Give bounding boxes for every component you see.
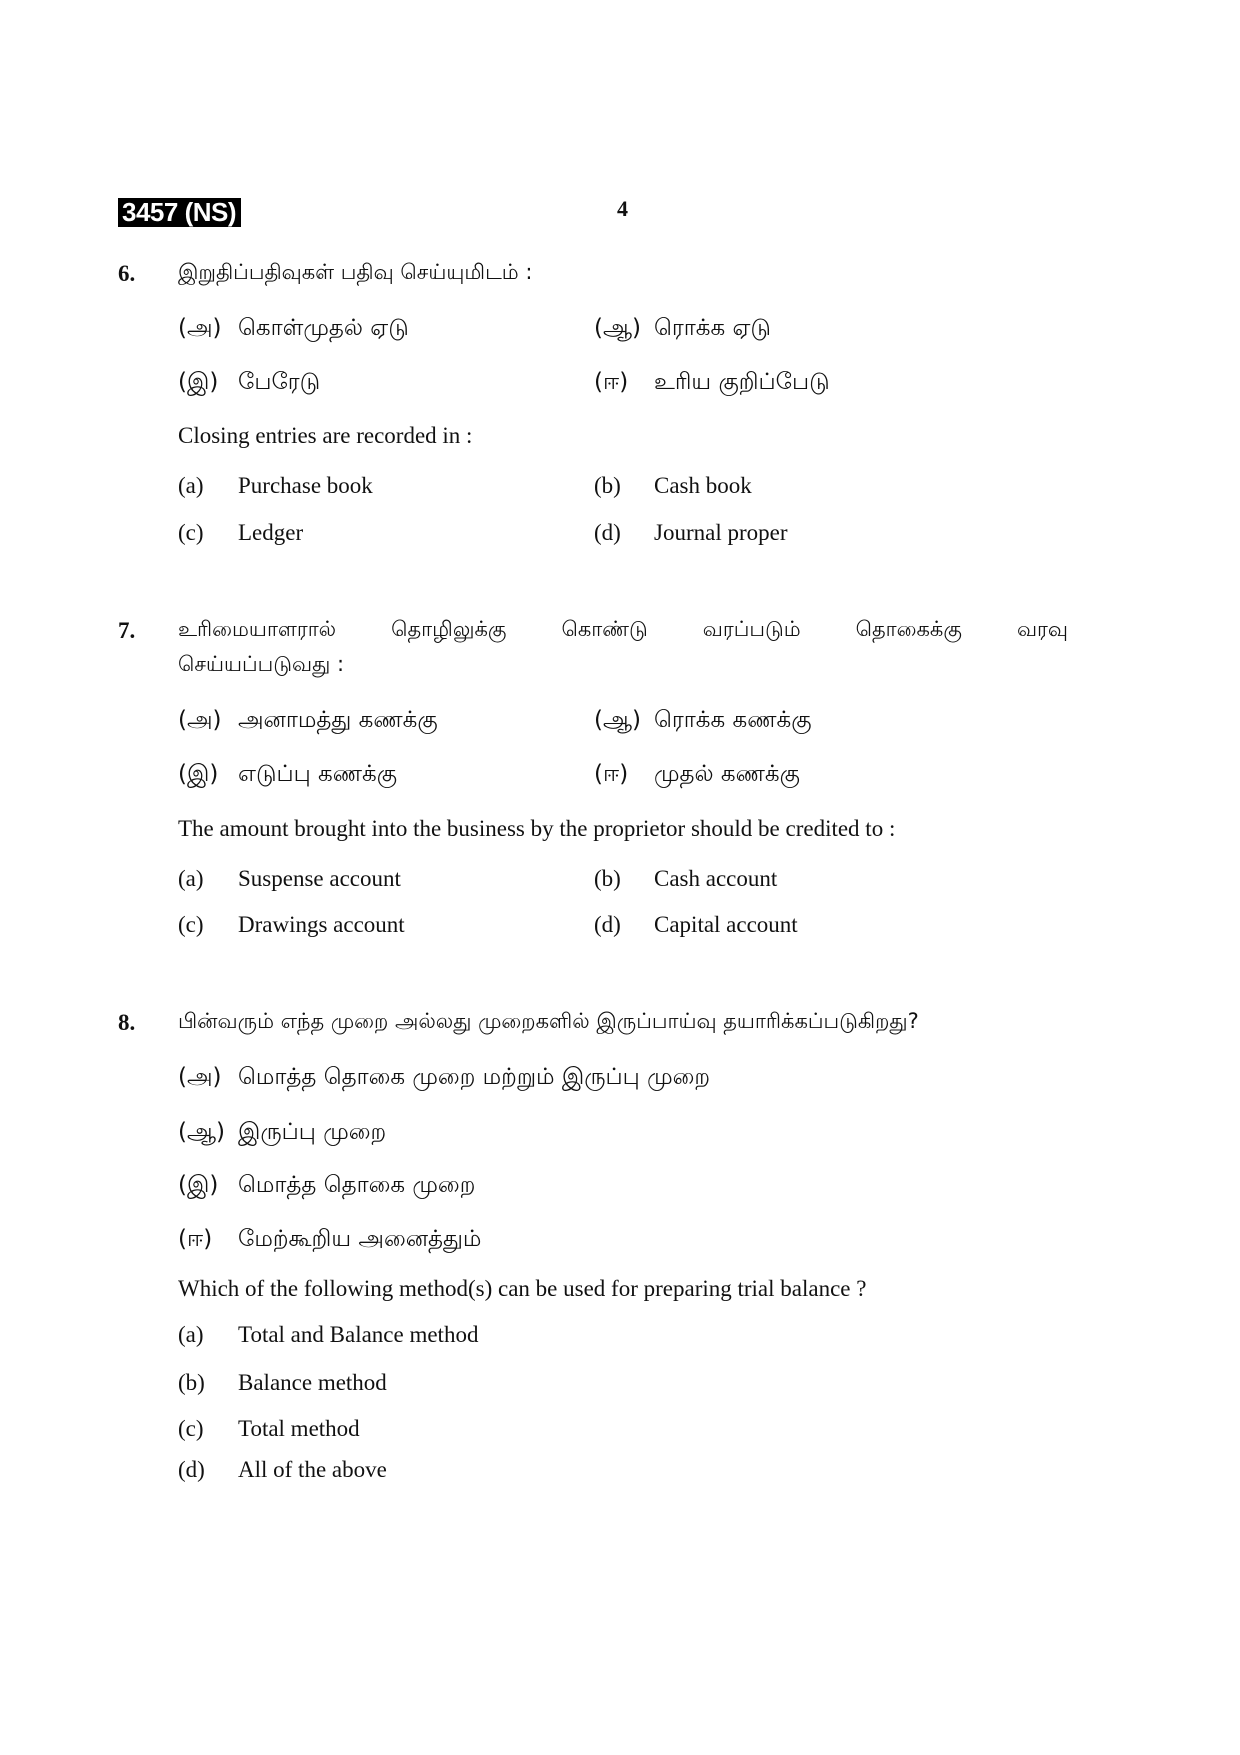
option-label: (b) xyxy=(178,1370,205,1395)
question-text-english: Which of the following method(s) can be used for preparing trial balance ? xyxy=(178,1276,867,1301)
option-text: Purchase book xyxy=(238,473,373,498)
option-label: (அ) xyxy=(178,1064,222,1090)
option-text: Cash book xyxy=(654,473,752,498)
option-label: (a) xyxy=(178,473,204,498)
option-label: (இ) xyxy=(178,1172,219,1198)
option-label: (c) xyxy=(178,520,204,545)
option-label: (இ) xyxy=(178,369,219,395)
question-text-tamil: பின்வரும் எந்த முறை அல்லது முறைகளில் இருப்பாய்வு தயாரிக்கப்படுகிறது? xyxy=(178,1009,919,1033)
option-text: Balance method xyxy=(238,1370,387,1395)
option-text: கொள்முதல் ஏடு xyxy=(238,315,409,341)
option-text: அனாமத்து கணக்கு xyxy=(238,707,438,733)
option-label: (b) xyxy=(594,473,621,498)
option-label: (இ) xyxy=(178,761,219,787)
option-text: Total and Balance method xyxy=(238,1322,479,1347)
option-text: Suspense account xyxy=(238,866,401,891)
option-label: (அ) xyxy=(178,315,222,341)
option-text: மொத்த தொகை முறை மற்றும் இருப்பு முறை xyxy=(238,1064,711,1090)
question-text-tamil: இறுதிப்பதிவுகள் பதிவு செய்யுமிடம் : xyxy=(178,260,533,284)
option-text: Cash account xyxy=(654,866,778,891)
option-text: Ledger xyxy=(238,520,304,545)
option-text: முதல் கணக்கு xyxy=(654,761,800,787)
option-label: (a) xyxy=(178,1322,204,1347)
option-text: மொத்த தொகை முறை xyxy=(238,1172,476,1198)
question-number: 8. xyxy=(118,1010,136,1035)
question-text-tamil-line1: உரிமையாளரால் தொழிலுக்கு கொண்டு வரப்படும் தொகைக்கு வரவு xyxy=(178,617,1068,641)
option-text: பேரேடு xyxy=(238,369,321,395)
question-text-tamil-line2: செய்யப்படுவது : xyxy=(178,652,345,676)
option-label: (d) xyxy=(594,912,621,937)
question-text-english: The amount brought into the business by the proprietor should be credited to : xyxy=(178,816,896,841)
option-text: உரிய குறிப்பேடு xyxy=(654,369,830,395)
option-label: (ஈ) xyxy=(594,369,629,395)
option-label: (a) xyxy=(178,866,204,891)
option-label: (ஆ) xyxy=(594,707,642,733)
option-label: (c) xyxy=(178,912,204,937)
option-label: (d) xyxy=(178,1457,205,1482)
paper-code-badge: 3457 (NS) xyxy=(118,198,241,227)
question-number: 7. xyxy=(118,618,136,643)
option-label: (ஈ) xyxy=(178,1226,213,1252)
option-text: ரொக்க ஏடு xyxy=(654,315,771,341)
option-text: மேற்கூறிய அனைத்தும் xyxy=(238,1226,482,1252)
option-text: All of the above xyxy=(238,1457,387,1482)
option-label: (c) xyxy=(178,1416,204,1441)
option-label: (ஆ) xyxy=(594,315,642,341)
option-text: இருப்பு முறை xyxy=(238,1119,387,1145)
option-text: எடுப்பு கணக்கு xyxy=(238,761,398,787)
page-number: 4 xyxy=(617,196,628,221)
question-text-english: Closing entries are recorded in : xyxy=(178,423,473,448)
option-text: Journal proper xyxy=(654,520,788,545)
option-label: (ஈ) xyxy=(594,761,629,787)
option-text: Total method xyxy=(238,1416,360,1441)
option-label: (d) xyxy=(594,520,621,545)
option-label: (b) xyxy=(594,866,621,891)
option-label: (அ) xyxy=(178,707,222,733)
option-text: Drawings account xyxy=(238,912,405,937)
question-number: 6. xyxy=(118,261,136,286)
option-label: (ஆ) xyxy=(178,1119,226,1145)
option-text: Capital account xyxy=(654,912,798,937)
option-text: ரொக்க கணக்கு xyxy=(654,707,812,733)
